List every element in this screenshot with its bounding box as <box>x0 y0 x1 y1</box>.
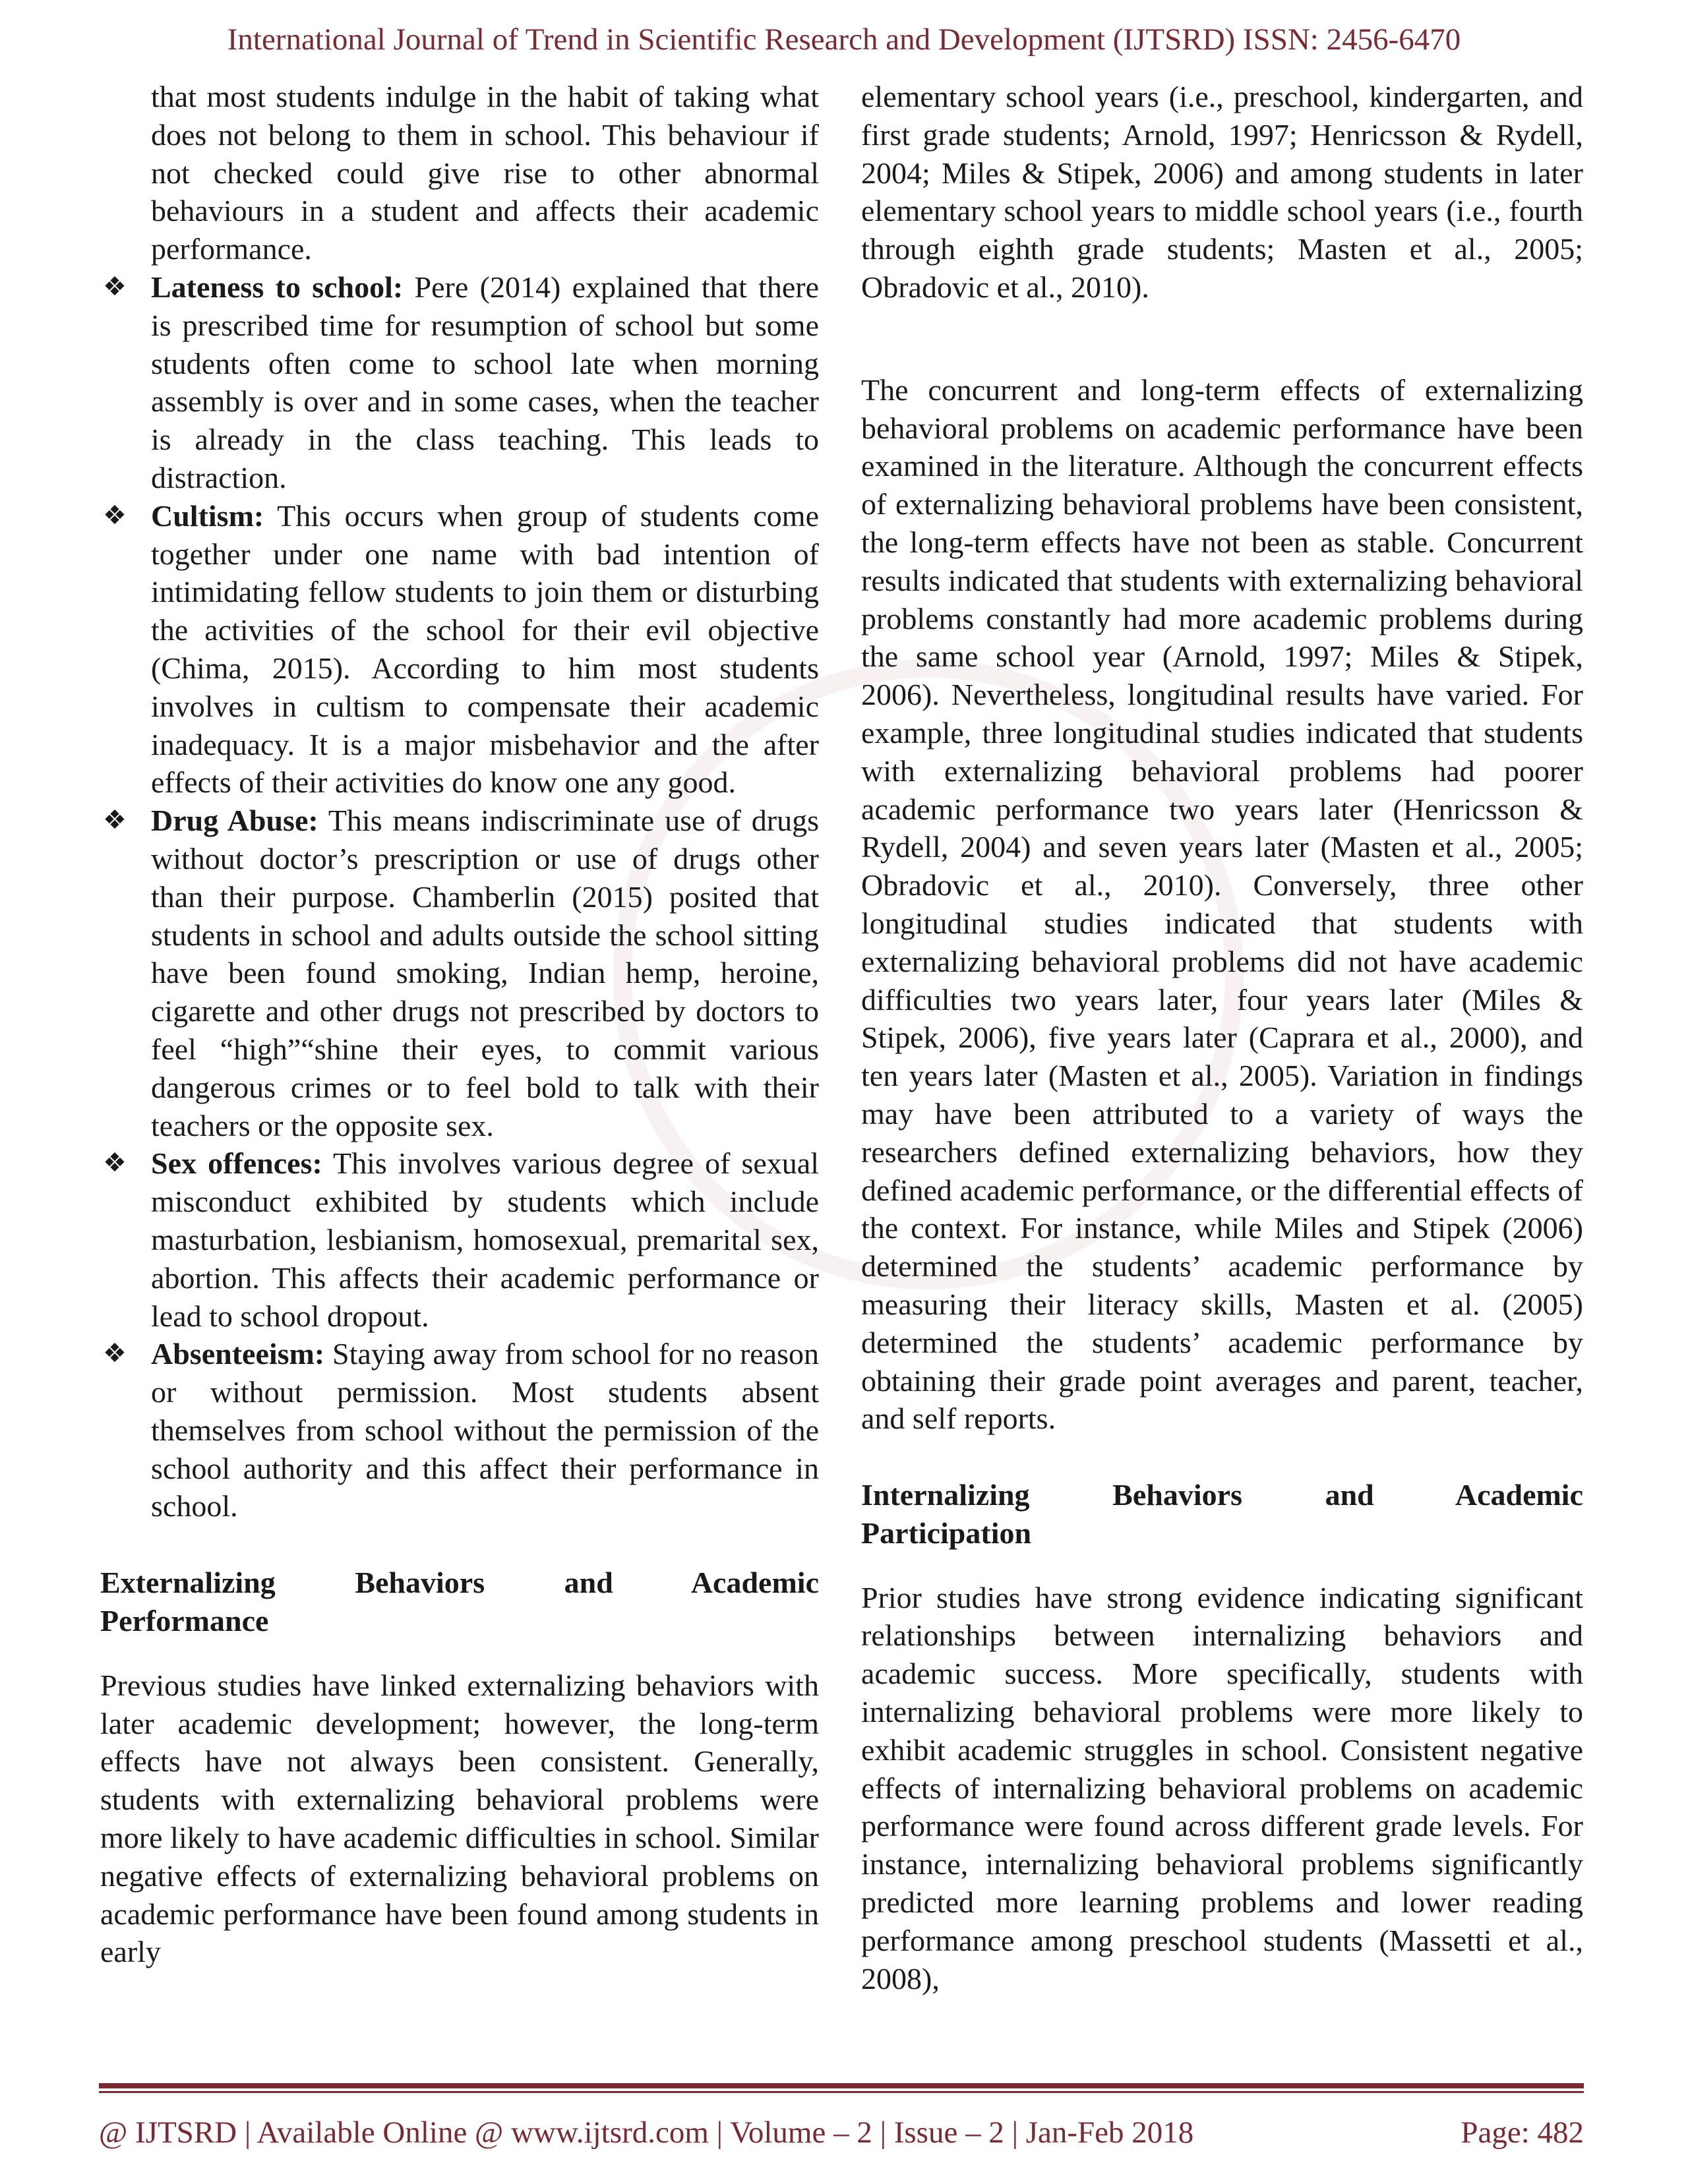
bullet-text: Staying away from school for no reason or without permission. Most students absent themselves from school without the permission of the school authority and this affect their performance in school. <box>151 1337 819 1523</box>
four-diamond-bullet-icon: ❖ <box>103 1338 127 1369</box>
bullet-text: This occurs when group of students come together under one name with bad intention of intimidating fellow students to join them or disturbing the activities of the school for their evil objective (Chima, 2015). According to him most students involves in cultism to compensate their academic inadequacy. It is a major misbehavior and the after effects of their activities do know one any good. <box>151 498 819 800</box>
bullet-term: Cultism: <box>151 498 264 533</box>
bullet-text: Pere (2014) explained that there is prescribed time for resumption of school but some students often come to school late when morning assembly is over and in some cases, when the teacher is already in the class teaching. This leads to distraction. <box>151 270 819 494</box>
section-heading-internalizing: Internalizing Behaviors and Academic <box>861 1478 1583 1512</box>
bullet-term: Drug Abuse: <box>151 804 318 838</box>
bullet-term: Lateness to school: <box>151 270 404 304</box>
section-heading-externalizing: Externalizing Behaviors and Academic <box>100 1566 819 1600</box>
bullet-absenteeism <box>100 1335 819 1525</box>
footer-info: @ IJTSRD | Available Online @ www.ijtsrd.com | Volume – 2 | Issue – 2 | Jan-Feb 2018 <box>99 2115 1194 2150</box>
four-diamond-bullet-icon: ❖ <box>103 271 127 302</box>
left-column <box>100 78 819 1971</box>
section-heading-internalizing-line2: Participation <box>861 1516 1032 1550</box>
journal-header: International Journal of Trend in Scientific Research and Development (IJTSRD) ISSN: 2456-6470 <box>227 22 1461 57</box>
internalizing-paragraph: Prior studies have strong evidence indicating significant relationships between internalizing behaviors and academic success. More specifically, students with internalizing behavioral problems were more likely to exhibit academic struggles in school. Consistent negative effects of internalizing behavioral problems on academic performance were found across different grade levels. For instance, internalizing behavioral problems significantly predicted more learning problems and lower reading performance among preschool students (Massetti et al., 2008), <box>861 1580 1583 1995</box>
externalizing-paragraph: Previous studies have linked externalizing behaviors with later academic development; however, the long-term effects have not always been consistent. Generally, students with externalizing behavioral problems were more likely to have academic difficulties in school. Similar negative effects of externalizing behavioral problems on academic performance have been found among students in early <box>100 1668 819 1969</box>
right-continuation: elementary school years (i.e., preschool, kindergarten, and first grade students; Arnold, 1997; Henricsson & Rydell, 2004; Miles & Stipek, 2006) and among students in later elementary school years to middle school years (i.e., fourth through eighth grade students; Masten et al., 2005; Obradovic et al., 2010). <box>861 80 1583 304</box>
concurrent-effects-paragraph: The concurrent and long-term effects of externalizing behavioral problems on academic performance have been examined in the literature. Although the concurrent effects of externalizing behavioral problems have been consistent, the long-term effects have not been as stable. Concurrent results indicated that students with externalizing behavioral problems constantly had more academic problems during the same school year (Arnold, 1997; Miles & Stipek, 2006). Nevertheless, longitudinal results have varied. For example, three longitudinal studies indicated that students with externalizing behavioral problems had poorer academic performance two years later (Henricsson & Rydell, 2004) and seven years later (Masten et al., 2005; Obradovic et al., 2010). Conversely, three other longitudinal studies indicated that students with externalizing behavioral problems did not have academic difficulties two years later, four years later (Miles & Stipek, 2006), five years later (Caprara et al., 2000), and ten years later (Masten et al., 2005). Variation in findings may have been attributed to a variety of ways the researchers defined externalizing behaviors, how they defined academic performance, or the differential effects of the context. For instance, while Miles and Stipek (2006) determined the students’ academic performance by measuring their literacy skills, Masten et al. (2005) determined the students’ academic performance by obtaining their grade point averages and parent, teacher, and self reports. <box>861 372 1583 1436</box>
footer-rule-thin <box>99 2091 1584 2093</box>
page-number: Page: 482 <box>1461 2115 1584 2150</box>
bullet-lateness <box>100 268 819 497</box>
bullet-term: Sex offences: <box>151 1146 322 1181</box>
four-diamond-bullet-icon: ❖ <box>103 500 127 531</box>
bullet-drug-abuse <box>100 802 819 1144</box>
bullet-cultism <box>100 497 819 802</box>
bullet-text: This means indiscriminate use of drugs without doctor’s prescription or use of drugs other than their purpose. Chamberlin (2015) posited that students in school and adults outside the school sitting have been found smoking, Indian hemp, heroine, cigarette and other drugs not prescribed by doctors to feel “high”“shine their eyes, to commit various dangerous crimes or to feel bold to talk with their teachers or the opposite sex. <box>151 804 819 1142</box>
four-diamond-bullet-icon: ❖ <box>103 805 127 836</box>
intro-continuation: that most students indulge in the habit of taking what does not belong to them in school. This behaviour if not checked could give rise to other abnormal behaviours in a student and affects their academic performance. <box>151 80 819 266</box>
bullet-term: Absenteeism: <box>151 1337 325 1371</box>
right-column <box>861 78 1583 1997</box>
bullet-text: This involves various degree of sexual misconduct exhibited by students which include masturbation, lesbianism, homosexual, premarital sex, abortion. This affects their academic performance or lead to school dropout. <box>151 1146 819 1333</box>
footer-rule <box>99 2083 1584 2088</box>
page-footer <box>99 2113 1584 2152</box>
four-diamond-bullet-icon: ❖ <box>103 1148 127 1179</box>
section-heading-externalizing-line2: Performance <box>100 1604 269 1638</box>
bullet-sex-offences <box>100 1144 819 1335</box>
